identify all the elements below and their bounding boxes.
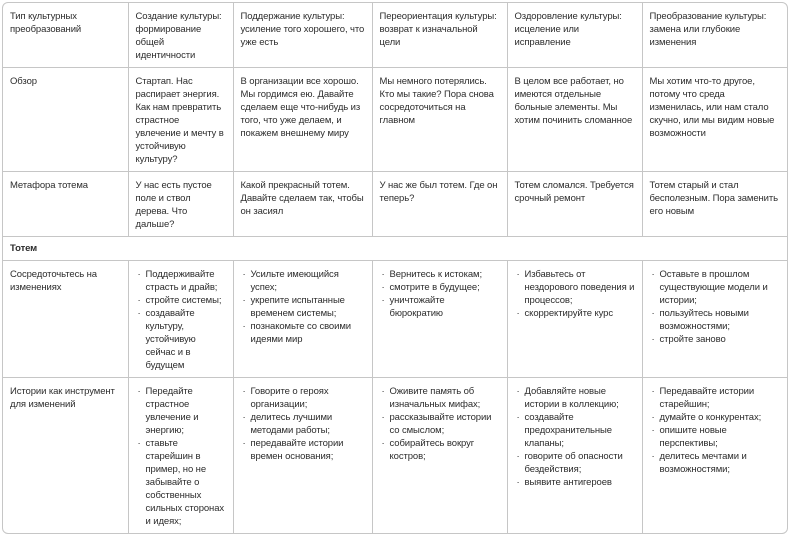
bullet-item: · пользуйтесь новыми возможностями;	[650, 307, 781, 333]
cell: В целом все работает, но имеются отдельные больные элементы. Мы хотим починить сломанное	[507, 68, 642, 172]
row-totem-metaphor	[3, 172, 787, 237]
row-label-overview: Обзор	[3, 68, 128, 172]
bullet-item: · Оставьте в прошлом существующие модели и истории;	[650, 268, 781, 307]
bullet-item: · Оживите память об изначальных мифах;	[380, 385, 500, 411]
bullet-item: · передавайте истории времен основания;	[241, 437, 365, 463]
bullet-item: · уничтожайте бюрократию	[380, 294, 500, 320]
bullet-list	[515, 268, 635, 320]
cell	[128, 378, 233, 534]
bullet-list	[136, 268, 226, 372]
bullet-item: · стройте заново	[650, 333, 781, 346]
section-header-totem: Тотем	[3, 237, 787, 261]
cell	[507, 378, 642, 534]
row-label-totem-metaphor: Метафора тотема	[3, 172, 128, 237]
bullet-list	[241, 385, 365, 463]
bullet-item: · рассказывайте истории со смыслом;	[380, 411, 500, 437]
row-focus-on-changes	[3, 261, 787, 378]
culture-transformation-table	[2, 2, 788, 534]
cell: Стартап. Нас распирает энергия. Как нам превратить страстное увлечение и мечту в устойчивую культуру?	[128, 68, 233, 172]
cell	[642, 378, 787, 534]
bullet-item: · выявите антигероев	[515, 476, 635, 489]
bullet-item: · ставьте старейшин в пример, но не забывайте о собственных сильных сторонах и идеях;	[136, 437, 226, 528]
cell: Какой прекрасный тотем. Давайте сделаем так, чтобы он засиял	[233, 172, 372, 237]
cell	[642, 261, 787, 378]
bullet-item: · собирайтесь вокруг костров;	[380, 437, 500, 463]
bullet-item: · стройте системы;	[136, 294, 226, 307]
bullet-list	[380, 385, 500, 463]
cell: У нас же был тотем. Где он теперь?	[372, 172, 507, 237]
bullet-item: · Избавьтесь от нездорового поведения и процессов;	[515, 268, 635, 307]
header-col-reorientation: Переориентация культуры: возврат к изначальной цели	[372, 3, 507, 68]
bullet-item: · делитесь мечтами и возможностями;	[650, 450, 781, 476]
cell	[507, 261, 642, 378]
bullet-item: · Поддерживайте страсть и драйв;	[136, 268, 226, 294]
bullet-list	[650, 385, 781, 476]
row-section-totem	[3, 237, 787, 261]
header-col-creation: Создание культуры: формирование общей идентичности	[128, 3, 233, 68]
cell	[128, 261, 233, 378]
bullet-list	[650, 268, 781, 346]
cell: Тотем старый и стал бесполезным. Пора заменить его новым	[642, 172, 787, 237]
bullet-item: · скорректируйте курс	[515, 307, 635, 320]
cell	[372, 378, 507, 534]
bullet-item: · укрепите испытанные временем системы;	[241, 294, 365, 320]
cell	[233, 261, 372, 378]
cell	[372, 261, 507, 378]
bullet-item: · смотрите в будущее;	[380, 281, 500, 294]
bullet-item: · делитесь лучшими методами работы;	[241, 411, 365, 437]
bullet-item: · Усильте имеющийся успех;	[241, 268, 365, 294]
row-label-stories-as-tool: Истории как инструмент для изменений	[3, 378, 128, 534]
bullet-item: · Вернитесь к истокам;	[380, 268, 500, 281]
cell: Тотем сломался. Требуется срочный ремонт	[507, 172, 642, 237]
row-stories-as-tool	[3, 378, 787, 534]
bullet-item: · создавайте предохранительные клапаны;	[515, 411, 635, 450]
bullet-item: · опишите новые перспективы;	[650, 424, 781, 450]
bullet-list	[136, 385, 226, 528]
cell: Мы хотим что-то другое, потому что среда изменилась, или нам стало скучно, или мы видим новые возможности	[642, 68, 787, 172]
cell	[233, 378, 372, 534]
bullet-item: · Передайте страстное увлечение и энергию;	[136, 385, 226, 437]
bullet-item: · Передавайте истории старейшин;	[650, 385, 781, 411]
bullet-list	[515, 385, 635, 489]
bullet-list	[241, 268, 365, 346]
bullet-item: · Добавляйте новые истории в коллекцию;	[515, 385, 635, 411]
bullet-item: · говорите об опасности бездействия;	[515, 450, 635, 476]
bullet-list	[380, 268, 500, 320]
header-col-maintenance: Поддержание культуры: усиление того хорошего, что уже есть	[233, 3, 372, 68]
row-overview	[3, 68, 787, 172]
cell: В организации все хорошо. Мы гордимся ею. Давайте сделаем еще что-нибудь из того, что уже делаем, и покажем внешнему миру	[233, 68, 372, 172]
header-col-transformation: Преобразование культуры: замена или глубокие изменения	[642, 3, 787, 68]
cell: У нас есть пустое поле и ствол дерева. Что дальше?	[128, 172, 233, 237]
culture-table	[3, 3, 787, 533]
bullet-item: · Говорите о героях организации;	[241, 385, 365, 411]
header-col-healing: Оздоровление культуры: исцеление или исправление	[507, 3, 642, 68]
header-row	[3, 3, 787, 68]
cell: Мы немного потерялись. Кто мы такие? Пора снова сосредоточиться на главном	[372, 68, 507, 172]
bullet-item: · создавайте культуру, устойчивую сейчас и в будущем	[136, 307, 226, 372]
row-label-focus-on-changes: Сосредоточьтесь на изменениях	[3, 261, 128, 378]
bullet-item: · познакомьте со своими идеями мир	[241, 320, 365, 346]
header-corner-type: Тип культурных преобразований	[3, 3, 128, 68]
bullet-item: · думайте о конкурентах;	[650, 411, 781, 424]
